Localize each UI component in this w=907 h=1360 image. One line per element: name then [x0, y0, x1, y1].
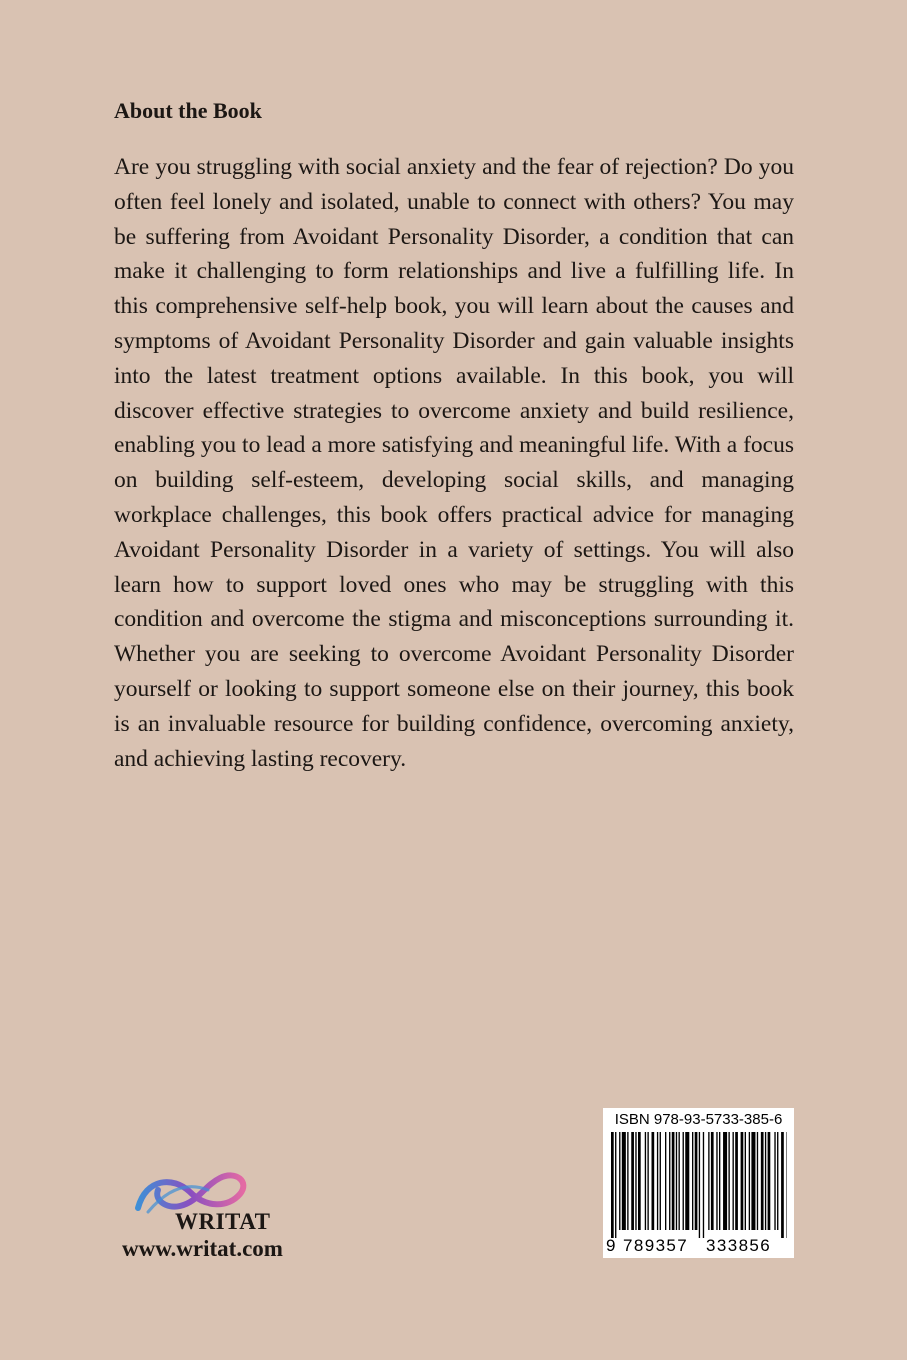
- barcode-bar: [741, 1132, 744, 1230]
- barcode-bar: [645, 1132, 646, 1230]
- book-description: Are you struggling with social anxiety and the fear of rejection? Do you often feel lonely and isolated, unable to connect with others? You may be suffering from Avoidant Personality Disorder, a condition that can make it challenging to form relationships and live a fulfilling life. In this comprehensive self-help book, you will learn about the causes and symptoms of Avoidant Personality Disorder and gain valuable insights into the latest treatment options available. In this book, you will discover effective strategies to overcome anxiety and build resilience, enabling you to lead a more satisfying and meaningful life. With a focus on building self-esteem, developing social skills, and managing workplace challenges, this book offers practical advice for managing Avoidant Personality Disorder in a variety of settings. You will also learn how to support loved ones who may be struggling with this condition and overcome the stigma and misconceptions surrounding it. Whether you are seeking to overcome Avoidant Personality Disorder yourself or looking to support someone else on their journey, this book is an invaluable resource for building confidence, overcoming anxiety, and achieving lasting recovery.: [114, 154, 794, 772]
- barcode-bar: [619, 1132, 620, 1230]
- barcode-bar: [787, 1132, 788, 1238]
- barcode-bar: [719, 1132, 720, 1230]
- barcode-bar: [749, 1132, 750, 1230]
- barcode-digit-first: 9: [606, 1236, 616, 1255]
- barcode-bar: [692, 1132, 693, 1230]
- barcode-bar: [615, 1132, 616, 1238]
- barcode-bar: [708, 1132, 709, 1230]
- barcode-bar: [660, 1132, 661, 1230]
- about-heading: About the Book: [114, 98, 262, 123]
- barcode-bar: [745, 1132, 746, 1230]
- barcode-bar: [728, 1132, 729, 1230]
- barcode-digits-left: 789357: [623, 1236, 689, 1255]
- publisher-website: www.writat.com: [122, 1236, 283, 1261]
- barcode-bar: [735, 1132, 738, 1230]
- barcode-bar: [665, 1132, 666, 1230]
- barcode-bar: [679, 1132, 680, 1230]
- barcode-bar: [631, 1132, 634, 1230]
- barcode-bar: [627, 1132, 628, 1230]
- barcode-bar: [777, 1132, 778, 1230]
- barcode-bar: [703, 1132, 704, 1238]
- barcode-bar: [765, 1132, 766, 1230]
- barcode-bar: [695, 1132, 698, 1230]
- barcode-bar: [761, 1132, 764, 1230]
- barcode-bar: [774, 1132, 775, 1230]
- publisher-logo: [120, 1168, 330, 1268]
- barcode-bar: [672, 1132, 675, 1230]
- barcode-bar: [635, 1132, 636, 1230]
- barcode-bar: [657, 1132, 658, 1230]
- publisher-name: WRITAT: [175, 1209, 271, 1234]
- isbn-label: ISBN 978-93-5733-385-6: [614, 1111, 783, 1128]
- barcode-bar: [757, 1132, 758, 1230]
- barcode-bar: [716, 1132, 717, 1230]
- barcode-bar: [652, 1132, 655, 1230]
- barcode-bar: [781, 1132, 784, 1238]
- barcode-bar: [685, 1132, 689, 1230]
- barcode-bar: [768, 1132, 771, 1230]
- barcode-bar: [699, 1132, 700, 1238]
- isbn-barcode: [603, 1108, 794, 1258]
- barcode-bar: [723, 1132, 727, 1230]
- barcode-bar: [647, 1132, 648, 1230]
- barcode-bar: [751, 1132, 755, 1230]
- barcode-digits-right: 333856: [706, 1236, 772, 1255]
- barcode-bar: [711, 1132, 714, 1230]
- barcode-bars: [611, 1132, 787, 1238]
- barcode-bar: [622, 1132, 626, 1230]
- barcode-bar: [669, 1132, 670, 1230]
- barcode-bar: [638, 1132, 641, 1230]
- barcode-bar: [683, 1132, 684, 1230]
- barcode-bar: [611, 1132, 614, 1238]
- barcode-bar: [676, 1132, 677, 1230]
- barcode-bar: [733, 1132, 734, 1230]
